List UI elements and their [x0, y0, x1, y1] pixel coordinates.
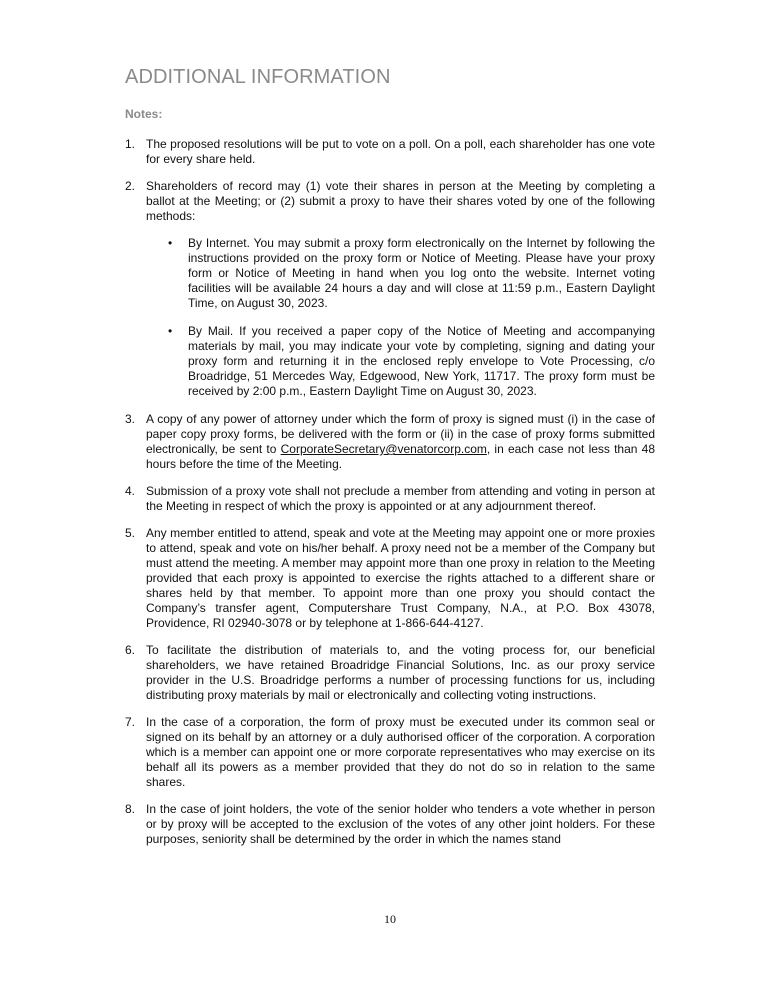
note-text: To facilitate the distribution of materials to, and the voting process for, our beneficial shareholders, we have retained Broadridge Financial Solutions, Inc. as our proxy service provider in the U.S. Broadridge performs a number of processing functions for us, including distributing proxy materials by mail or electronically and collecting voting instructions.: [146, 643, 655, 702]
page-title: ADDITIONAL INFORMATION: [125, 66, 391, 88]
note-number: 6.: [125, 643, 136, 657]
note-number: 3.: [125, 412, 136, 426]
note-item-1: [125, 137, 655, 167]
note-text: In the case of joint holders, the vote of the senior holder who tenders a vote whether in person or by proxy will be accepted to the exclusion of the votes of any other joint holders. For these purposes, seniority shall be determined by the order in which the names stand: [146, 802, 655, 846]
note-item-2: [125, 179, 655, 399]
page-number: 10: [384, 912, 396, 926]
bullet-internet: [167, 236, 655, 311]
bullet-text: By Mail. If you received a paper copy of the Notice of Meeting and accompanying materials by mail, you may indicate your vote by completing, signing and dating your proxy form and returning it in the enclosed reply envelope to Vote Processing, c/o Broadridge, 51 Mercedes Way, Edgewood, New York, 11717. The proxy form must be received by 2:00 p.m., Eastern Daylight Time on August 30, 2023.: [188, 324, 655, 398]
notes-list: [125, 137, 655, 859]
note-item-5: [125, 526, 655, 631]
note-item-7: [125, 715, 655, 790]
bullet-icon: •: [168, 236, 173, 250]
note-text: Any member entitled to attend, speak and vote at the Meeting may appoint one or more proxies to attend, speak and vote on his/her behalf. A proxy need not be a member of the Company but must attend the meeting. A member may appoint more than one proxy in relation to the Meeting provided that each proxy is appointed to exercise the rights attached to a different share or shares held by that member. To appoint more than one proxy you should contact the Company’s transfer agent, Computershare Trust Company, N.A., at P.O. Box 43078, Providence, RI 02940-3078 or by telephone at 1-866-644-4127.: [146, 526, 655, 630]
notes-label: Notes:: [125, 107, 163, 121]
note-text-before: A copy of any power of attorney under which the form of proxy is signed must (i) in the case of paper copy proxy forms, be delivered with the form or (ii) in the case of proxy forms submitted electronically, be sent to: [146, 412, 655, 456]
corporate-secretary-email-link[interactable]: CorporateSecretary@venatorcorp.com: [280, 442, 487, 456]
note-number: 1.: [125, 137, 136, 151]
note-item-3: [125, 412, 655, 472]
note-item-6: [125, 643, 655, 703]
note-text: Submission of a proxy vote shall not preclude a member from attending and voting in person at the Meeting in respect of which the proxy is appointed or at any adjournment thereof.: [146, 484, 655, 513]
note-number: 4.: [125, 484, 136, 498]
bullet-icon: •: [168, 324, 173, 338]
bullet-mail: [167, 324, 655, 399]
note-number: 8.: [125, 802, 136, 816]
note-item-4: [125, 484, 655, 514]
note-text-after: , in each case not less than 48 hours before the time of the Meeting.: [146, 442, 655, 471]
bullet-text: By Internet. You may submit a proxy form electronically on the Internet by following the instructions provided on the proxy form or Notice of Meeting. Please have your proxy form or Notice of Meeting in hand when you log onto the website. Internet voting facilities will be available 24 hours a day and will close at 11:59 p.m., Eastern Daylight Time, on August 30, 2023.: [188, 236, 655, 310]
note-item-8: [125, 802, 655, 847]
note-text: The proposed resolutions will be put to vote on a poll. On a poll, each shareholder has one vote for every share held.: [146, 137, 655, 166]
note-text: Shareholders of record may (1) vote their shares in person at the Meeting by completing a ballot at the Meeting; or (2) submit a proxy to have their shares voted by one of the following methods:: [146, 179, 655, 223]
note-text: In the case of a corporation, the form of proxy must be executed under its common seal or signed on its behalf by an attorney or a duly authorised officer of the corporation. A corporation which is a member can appoint one or more corporate representatives who may exercise on its behalf all its powers as a member provided that they do not do so in relation to the same shares.: [146, 715, 655, 789]
note-number: 7.: [125, 715, 136, 729]
note-number: 5.: [125, 526, 136, 540]
note-number: 2.: [125, 179, 136, 193]
voting-methods-list: [167, 236, 655, 399]
